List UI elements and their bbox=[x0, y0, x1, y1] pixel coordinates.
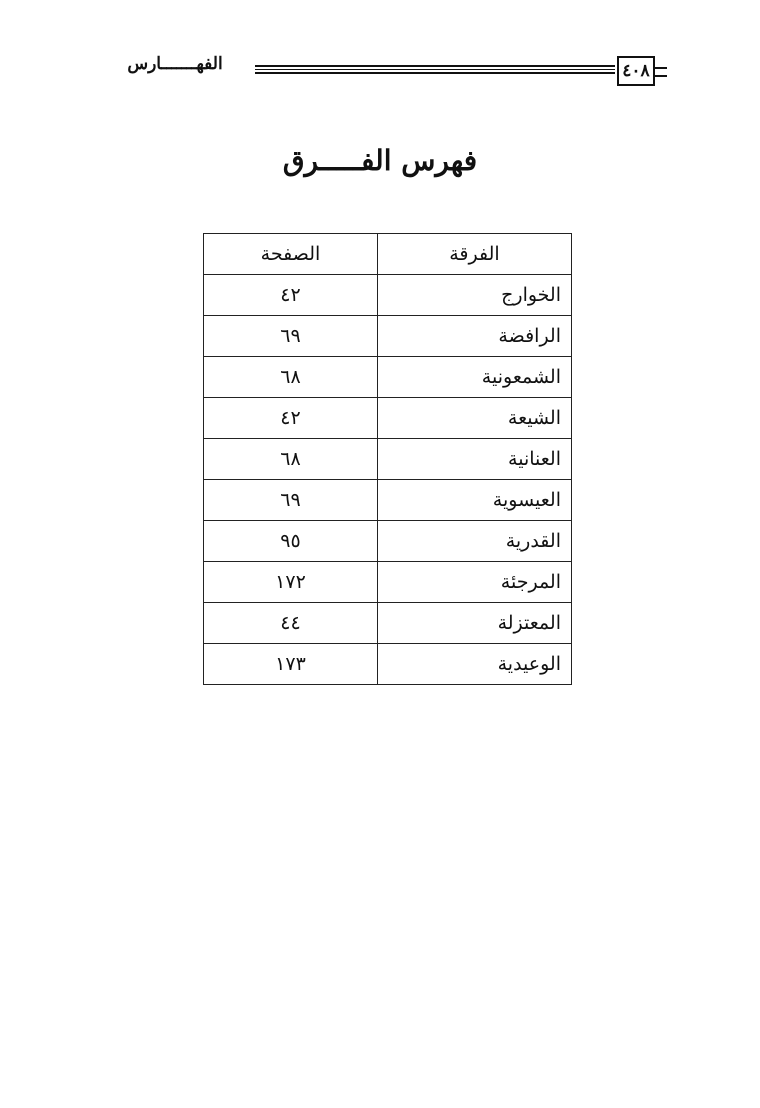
header-rule bbox=[255, 72, 615, 74]
table-row bbox=[204, 316, 572, 357]
sect-name-cell: العنانية bbox=[377, 439, 571, 480]
sect-name-cell: الوعيدية bbox=[377, 644, 571, 685]
page-ref-cell: ٦٩ bbox=[204, 316, 378, 357]
table-row bbox=[204, 275, 572, 316]
table-row bbox=[204, 480, 572, 521]
column-header-sect: الفرقة bbox=[377, 234, 571, 275]
sect-name-cell: الرافضة bbox=[377, 316, 571, 357]
header-rule bbox=[255, 65, 615, 67]
page-title: فهرس الفـــــرق bbox=[282, 144, 478, 177]
table-row bbox=[204, 603, 572, 644]
page-ref-cell: ٤٢ bbox=[204, 398, 378, 439]
table-row bbox=[204, 439, 572, 480]
running-title: الفهـــــــارس bbox=[127, 54, 223, 74]
sect-name-cell: المرجئة bbox=[377, 562, 571, 603]
page-ref-cell: ٤٤ bbox=[204, 603, 378, 644]
sect-name-cell: القدرية bbox=[377, 521, 571, 562]
page-ref-cell: ٦٨ bbox=[204, 357, 378, 398]
table-row bbox=[204, 521, 572, 562]
page-number: ٤٠٨ bbox=[617, 56, 655, 86]
sect-name-cell: الخوارج bbox=[377, 275, 571, 316]
page-ref-cell: ٤٢ bbox=[204, 275, 378, 316]
table-row bbox=[204, 562, 572, 603]
page-ref-cell: ٦٨ bbox=[204, 439, 378, 480]
sects-index-table bbox=[203, 233, 572, 685]
table-row bbox=[204, 357, 572, 398]
header-rule bbox=[255, 69, 615, 70]
page-ref-cell: ١٧٢ bbox=[204, 562, 378, 603]
sect-name-cell: الشيعة bbox=[377, 398, 571, 439]
page-ref-cell: ١٧٣ bbox=[204, 644, 378, 685]
sect-name-cell: الشمعونية bbox=[377, 357, 571, 398]
sect-name-cell: العيسوية bbox=[377, 480, 571, 521]
page-ref-cell: ٩٥ bbox=[204, 521, 378, 562]
table-header-row bbox=[204, 234, 572, 275]
table-row bbox=[204, 644, 572, 685]
page-ref-cell: ٦٩ bbox=[204, 480, 378, 521]
table-row bbox=[204, 398, 572, 439]
sect-name-cell: المعتزلة bbox=[377, 603, 571, 644]
running-header bbox=[95, 52, 670, 92]
column-header-page: الصفحة bbox=[204, 234, 378, 275]
